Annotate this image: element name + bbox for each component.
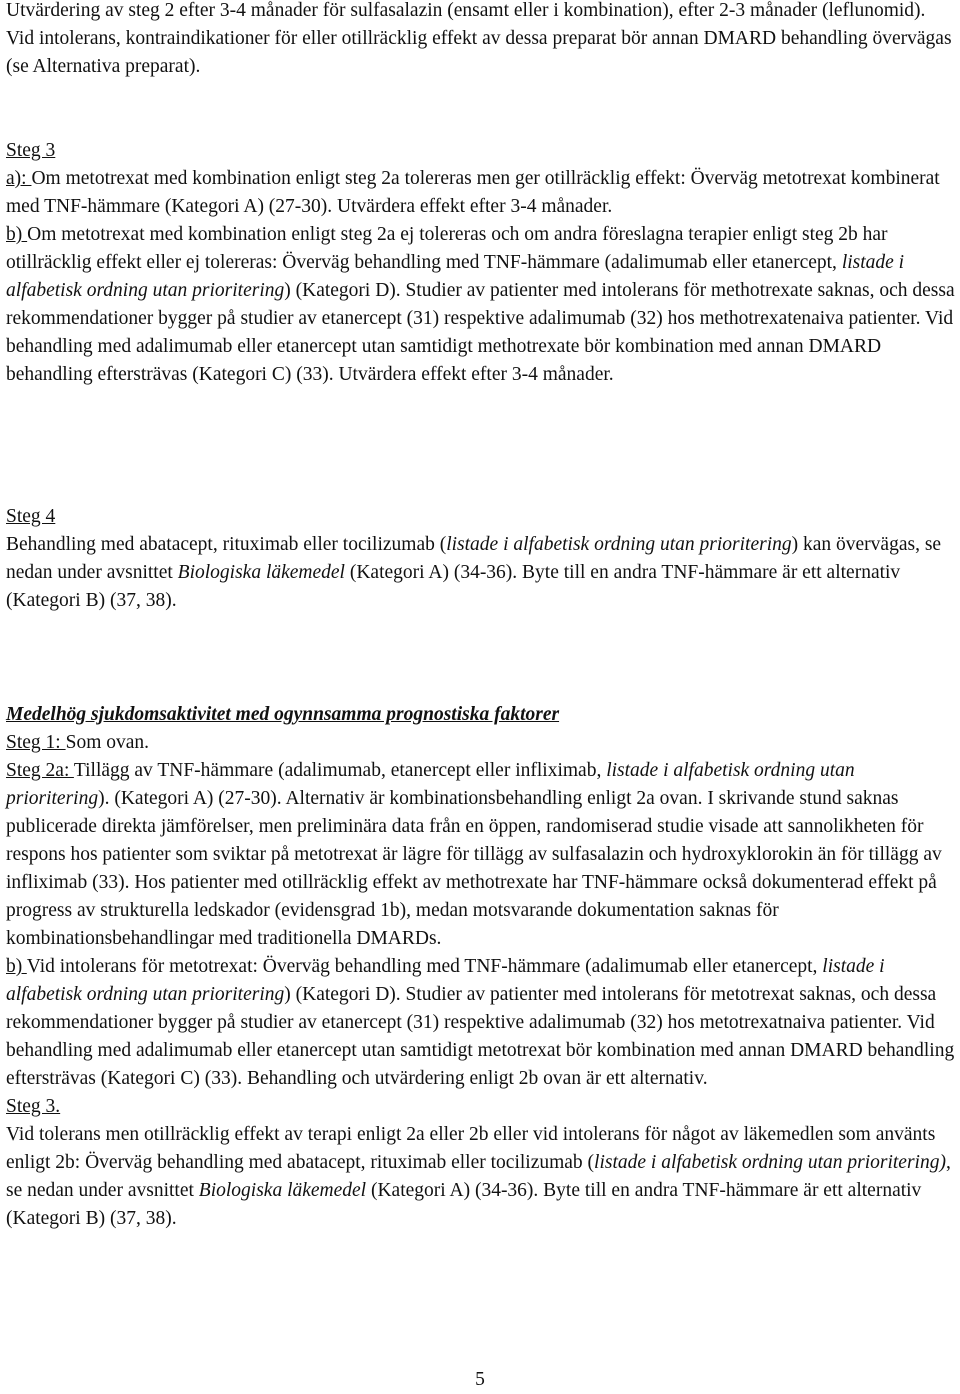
steg4-section — [6, 503, 956, 615]
medel-steg3-text-2: , se nedan under avsnittet — [6, 1152, 951, 1201]
medel-steg3-text-1: Vid tolerans men otillräcklig effekt av terapi enligt 2a eller 2b eller vid intolerans för något av läkemedlen som använts enligt 2b: Överväg behandling med abatacept, rituximab eller tocilizumab ( — [6, 1124, 936, 1173]
medel-steg1-label: Steg 1: — [6, 732, 66, 753]
medel-b-italic: listade i alfabetisk ordning utan prioritering — [6, 956, 885, 1005]
page-number: 5 — [475, 1369, 485, 1390]
medel-steg3-italic-2: Biologiska läkemedel — [198, 1180, 367, 1201]
steg4-paragraph — [6, 531, 956, 615]
steg3-a-paragraph — [6, 165, 956, 221]
medel-b — [6, 953, 956, 1093]
medel-steg1 — [6, 729, 956, 757]
steg4-heading: Steg 4 — [6, 506, 56, 527]
medel-steg2a-text-2: ). (Kategori A) (27-30). Alternativ är kombinationsbehandling enligt 2a ovan. I skrivande stund saknas publicerade direkta jämförelser, men preliminära data från en öppen, randomiserad studie visade att sannolikheten för respons hos patienter som sviktar på metotrexat är lägre för tillägg av sulfasalazin och hydroxyklorokin än för tillägg av infliximab (33). Hos patienter med otillräcklig effekt av methotrexate har TNF-hämmare också dokumenterad effekt på progress av strukturella ledskador (evidensgrad 1b), medan motsvarande dokumentation saknas för kombinationsbehandlingar med traditionella DMARDs. — [6, 788, 942, 949]
steg3-heading: Steg 3 — [6, 140, 56, 161]
medel-steg3-italic-1: listade i alfabetisk ordning utan prioritering) — [594, 1152, 946, 1173]
steg3-section — [6, 137, 956, 389]
medelhog-heading: Medelhög sjukdomsaktivitet med ogynnsamma prognostiska faktorer — [6, 704, 560, 725]
steg4-italic-1: listade i alfabetisk ordning utan prioritering — [446, 534, 792, 555]
medel-steg3-paragraph — [6, 1121, 956, 1233]
intro-text: Utvärdering av steg 2 efter 3-4 månader för sulfasalazin (ensamt eller i kombination), efter 2-3 månader (leflunomid). Vid intolerans, kontraindikationer för eller otillräcklig effekt av dessa preparat bör annan DMARD behandling övervägas (se Alternativa preparat). — [6, 0, 952, 77]
medel-steg3-label: Steg 3. — [6, 1096, 61, 1117]
medel-steg3 — [6, 1093, 956, 1121]
medel-steg1-text: Som ovan. — [65, 732, 150, 753]
medel-steg2a — [6, 757, 956, 953]
medel-b-text-2: ) (Kategori D). Studier av patienter med intolerans för metotrexat saknas, och dessa rekommendationer bygger på studier av etanercept (31) respektive adalimumab (32) hos metotrexatnaiva patienter. Vid behandling med adalimumab eller etanercept utan samtidigt metotrexat bör kombination med annan DMARD behandling eftersträvas (Kategori C) (33). Behandling och utvärdering enligt 2b ovan är ett alternativ. — [6, 984, 955, 1089]
steg3-b-label: b) — [6, 224, 28, 245]
steg3-b-paragraph — [6, 221, 956, 389]
steg3-b-text-1: Om metotrexat med kombination enligt steg 2a ej tolereras och om andra föreslagna terapier enligt steg 2b har otillräcklig effekt eller ej tolereras: Överväg behandling med TNF-hämmare (adalimumab eller etanercept, — [6, 224, 888, 273]
steg4-text-2: ) kan övervägas, se nedan under avsnittet — [6, 534, 942, 583]
medel-steg2a-italic: listade i alfabetisk ordning utan prioritering — [6, 760, 855, 809]
steg3-a-text: Om metotrexat med kombination enligt steg 2a tolereras men ger otillräcklig effekt: Överväg metotrexat kombinerat med TNF-hämmare (Kategori A) (27-30). Utvärdera effekt efter 3-4 månader. — [6, 168, 940, 217]
steg4-text-1: Behandling med abatacept, rituximab eller tocilizumab ( — [6, 534, 447, 555]
medel-steg2a-text-1: Tillägg av TNF-hämmare (adalimumab, etanercept eller infliximab, — [73, 760, 607, 781]
medel-b-label: b) — [6, 956, 27, 977]
steg4-italic-2: Biologiska läkemedel — [177, 562, 345, 583]
steg3-b-italic: listade i alfabetisk ordning utan prioritering — [6, 252, 905, 301]
medel-steg2a-label: Steg 2a: — [6, 760, 74, 781]
medel-steg3-text-3: (Kategori A) (34-36). Byte till en andra TNF-hämmare är ett alternativ (Kategori B) (37, 38). — [6, 1180, 922, 1229]
steg3-b-text-2: ) (Kategori D). Studier av patienter med intolerans för methotrexate saknas, och dessa rekommendationer bygger på studier av etanercept (31) respektive adalimumab (32) hos methotrexatenaiva patienter. Vid behandling med adalimumab eller etanercept utan samtidigt methotrexate bör kombination med annan DMARD behandling eftersträvas (Kategori C) (33). Utvärdera effekt efter 3-4 månader. — [6, 280, 955, 385]
intro-paragraph — [6, 0, 956, 81]
medelhog-section — [6, 701, 956, 1233]
steg4-text-3: (Kategori A) (34-36). Byte till en andra TNF-hämmare är ett alternativ (Kategori B) (37, 38). — [6, 562, 901, 611]
steg3-a-label: a): — [6, 168, 32, 189]
medel-b-text-1: Vid intolerans för metotrexat: Överväg behandling med TNF-hämmare (adalimumab eller etanercept, — [26, 956, 823, 977]
